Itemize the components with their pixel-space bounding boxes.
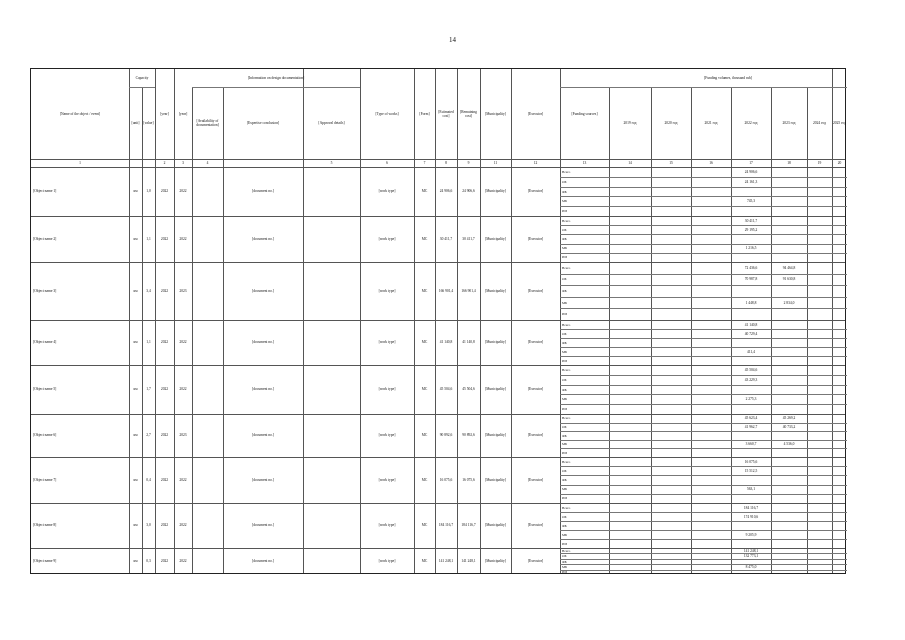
start-year: 2022 [160, 433, 169, 438]
end-year: 2022 [179, 340, 187, 345]
column-number: 7 [423, 160, 426, 165]
end-year: 2022 [179, 387, 187, 392]
capacity-unit: км [133, 523, 138, 528]
source-label: МБ [562, 487, 567, 491]
source-divider [560, 285, 847, 286]
estimated-cost: 30 411,7 [439, 236, 453, 241]
source-label: ФБ [562, 434, 567, 438]
source-divider [560, 440, 847, 441]
funding-value: 16 075,6 [744, 460, 758, 464]
start-year: 2022 [160, 340, 169, 345]
source-label: ОБ [562, 378, 567, 382]
source-label: ОБ [562, 332, 567, 336]
expertise-doc: [document no.] [252, 340, 274, 345]
end-year: 2022 [179, 559, 187, 564]
source-divider [560, 297, 847, 298]
municipality: [Municipality] [485, 189, 506, 194]
funding-value: 8 475,0 [745, 565, 757, 569]
column-number: 13 [582, 160, 587, 165]
executor: [Executor] [527, 236, 544, 241]
column-number: 12 [533, 160, 538, 165]
municipality: [Municipality] [485, 559, 506, 564]
source-divider [560, 196, 847, 197]
source-label: Всего [562, 549, 571, 553]
funding-value: 1 216,5 [745, 246, 757, 250]
header-municipality: [Municipality] [485, 111, 506, 116]
funding-value: 40 729,4 [744, 332, 758, 336]
funding-value: 41 140,8 [744, 323, 758, 327]
source-divider [560, 385, 847, 386]
end-year: 2023 [179, 288, 187, 293]
source-divider [560, 431, 847, 432]
column-number: 8 [445, 160, 447, 165]
work-type: [work type] [378, 387, 396, 392]
expertise-doc: [document no.] [252, 477, 274, 482]
source-label: ИИ [562, 496, 567, 500]
expertise-doc: [document no.] [252, 523, 274, 528]
column-number: 15 [669, 160, 673, 165]
capacity-unit: км [133, 433, 138, 438]
municipality: [Municipality] [485, 387, 506, 392]
funding-value: 30 411,7 [744, 219, 758, 223]
header-approval: [Approval details] [318, 120, 345, 125]
capacity-unit: км [133, 477, 138, 482]
source-label: МБ [562, 246, 567, 250]
capacity-value: 3,0 [146, 523, 151, 528]
municipality: [Municipality] [485, 236, 506, 241]
funding-value: 184 116,7 [743, 506, 759, 510]
source-divider [560, 521, 847, 522]
source-label: МБ [562, 442, 567, 446]
header-expertise: [Expertise conclusion] [246, 120, 280, 125]
ownership-form: МС [421, 236, 428, 241]
remaining-cost: 141 248,1 [461, 559, 476, 564]
header-remaining-cost: [Remaining cost] [460, 109, 477, 118]
funding-value: 72 436,6 [744, 266, 758, 270]
remaining-cost: 45 504,6 [462, 387, 475, 392]
capacity-value: 3,4 [146, 288, 151, 293]
source-label: ОБ [562, 228, 567, 232]
header-info-group: [Information on design documentation] [247, 75, 305, 80]
source-label: ИИ [562, 359, 567, 363]
funding-value: 9 205,9 [745, 533, 757, 537]
source-divider [560, 475, 847, 476]
funding-value: 563,1 [746, 487, 756, 491]
source-label: ОБ [562, 515, 567, 519]
work-type: [work type] [378, 559, 396, 564]
start-year: 2022 [160, 189, 169, 194]
source-divider [560, 244, 847, 245]
column-number: 17 [749, 160, 753, 165]
end-year: 2022 [179, 477, 187, 482]
funding-value: 132 773,1 [743, 554, 759, 558]
source-label: ФБ [562, 341, 567, 345]
source-label: Всего [562, 368, 571, 372]
estimated-cost: 24 906,6 [439, 189, 453, 194]
header-year-4: 2023 год [782, 120, 796, 125]
funding-value: 2 834,0 [783, 301, 795, 305]
header-object-name: [Name of the object / event] [59, 111, 101, 116]
source-divider [560, 485, 847, 486]
capacity-value: 1,7 [146, 387, 151, 392]
column-number: 4 [206, 160, 209, 165]
funding-table [30, 68, 846, 574]
ownership-form: МС [421, 340, 428, 345]
header-value: [value] [143, 120, 154, 125]
funding-value: 3 660,7 [745, 442, 757, 446]
start-year: 2022 [160, 477, 169, 482]
source-divider [560, 570, 847, 571]
source-divider [560, 559, 847, 560]
header-form: [Form] [419, 111, 430, 116]
end-year: 2022 [179, 236, 187, 241]
column-number [142, 159, 155, 167]
work-type: [work type] [378, 433, 396, 438]
header-unit: [unit] [131, 120, 140, 125]
funding-value: 2 275,3 [745, 397, 757, 401]
expertise-doc: [document no.] [252, 236, 274, 241]
funding-value: 40 733,2 [782, 425, 796, 429]
header-estimated-cost: [Estimated cost] [438, 109, 454, 118]
executor: [Executor] [527, 340, 544, 345]
ownership-form: МС [421, 189, 428, 194]
source-divider [560, 494, 847, 495]
funding-value: 1 448,8 [745, 301, 757, 305]
municipality: [Municipality] [485, 433, 506, 438]
start-year: 2022 [160, 236, 169, 241]
header-year-3: 2022 год [744, 120, 758, 125]
remaining-cost: 24 906,6 [462, 189, 475, 194]
source-label: ФБ [562, 388, 567, 392]
column-number: 3 [182, 160, 184, 165]
source-label: ИИ [562, 570, 567, 574]
source-divider [560, 404, 847, 405]
end-year: 2023 [179, 433, 187, 438]
ownership-form: МС [421, 477, 428, 482]
column-number: 16 [709, 160, 713, 165]
executor: [Executor] [527, 523, 544, 528]
column-number [223, 159, 303, 167]
column-number [129, 159, 142, 167]
ownership-form: МС [421, 523, 428, 528]
header-year-5: 2024 год [813, 120, 826, 125]
object-name: [Object name 3] [33, 288, 57, 293]
source-label: Всего [562, 266, 571, 270]
estimated-cost: 141 248,1 [438, 559, 454, 564]
source-label: ОБ [562, 277, 567, 281]
source-label: МБ [562, 350, 567, 354]
column-number: 2 [163, 160, 166, 165]
ownership-form: МС [421, 387, 428, 392]
start-year: 2022 [160, 387, 169, 392]
source-label: МБ [562, 199, 567, 203]
funding-value: 15 512,5 [744, 469, 758, 473]
column-number: 9 [467, 160, 470, 165]
capacity-value: 2,7 [146, 433, 151, 438]
source-divider [560, 347, 847, 348]
header-year-0: 2019 год [623, 120, 637, 125]
funding-value: 45 269,2 [782, 416, 796, 420]
object-name: [Object name 6] [33, 433, 57, 438]
source-label: МБ [562, 565, 567, 569]
source-divider [560, 530, 847, 531]
capacity-unit: км [133, 236, 138, 241]
source-divider [560, 253, 847, 254]
object-name: [Object name 9] [33, 559, 57, 564]
expertise-doc: [document no.] [252, 559, 274, 564]
source-label: ОБ [562, 425, 567, 429]
source-label: Всего [562, 460, 571, 464]
funding-value: 24 161,3 [744, 180, 758, 184]
source-divider [560, 553, 847, 554]
funding-value: 24 906,6 [744, 170, 758, 174]
source-divider [560, 308, 847, 309]
source-label: Всего [562, 219, 571, 223]
column-number: 19 [817, 160, 822, 165]
page-number: 14 [449, 36, 456, 44]
capacity-unit: км [133, 340, 138, 345]
funding-value: 45 623,4 [744, 416, 758, 420]
object-name: [Object name 2] [33, 236, 57, 241]
source-label: ИИ [562, 542, 567, 546]
capacity-unit: км [133, 559, 138, 564]
work-type: [work type] [378, 189, 396, 194]
column-number: 1 [79, 160, 81, 165]
source-divider [560, 274, 847, 275]
remaining-cost: 30 411,7 [462, 236, 475, 241]
source-label: ИИ [562, 209, 567, 213]
capacity-unit: км [133, 189, 138, 194]
header-doc-availability: [Availability of documentation] [196, 118, 219, 127]
work-type: [work type] [378, 288, 396, 293]
funding-value: 141 248,1 [743, 549, 759, 553]
source-divider [560, 225, 847, 226]
capacity-value: 1,1 [146, 340, 151, 345]
estimated-cost: 166 901,4 [438, 288, 454, 293]
object-name: [Object name 7] [33, 477, 57, 482]
header-year-1: 2020 год [664, 120, 678, 125]
ownership-form: МС [421, 559, 428, 564]
funding-value: 43 229,3 [744, 378, 758, 382]
source-label: МБ [562, 533, 567, 537]
executor: [Executor] [527, 288, 544, 293]
source-label: ФБ [562, 524, 567, 528]
header-executor: [Executor] [527, 111, 544, 116]
source-divider [560, 177, 847, 178]
capacity-value: 1,1 [146, 236, 151, 241]
capacity-value: 1,0 [146, 189, 151, 194]
executor: [Executor] [527, 477, 544, 482]
estimated-cost: 41 140,8 [439, 340, 453, 345]
source-label: ОБ [562, 469, 567, 473]
source-label: Всего [562, 323, 571, 327]
capacity-unit: км [133, 288, 138, 293]
source-label: ФБ [562, 560, 567, 564]
executor: [Executor] [527, 559, 544, 564]
municipality: [Municipality] [485, 523, 506, 528]
capacity-unit: км [133, 387, 138, 392]
source-label: ФБ [562, 190, 567, 194]
header-sources: [Funding sources] [571, 111, 598, 116]
source-divider [560, 206, 847, 207]
source-divider [560, 564, 847, 565]
remaining-cost: 184 116,7 [461, 523, 476, 528]
estimated-cost: 16 075,6 [439, 477, 453, 482]
column-number: 20 [837, 160, 842, 165]
executor: [Executor] [527, 387, 544, 392]
source-divider [560, 375, 847, 376]
expertise-doc: [document no.] [252, 189, 274, 194]
estimated-cost: 45 504,6 [439, 387, 453, 392]
source-label: ИИ [562, 451, 567, 455]
start-year: 2022 [160, 559, 169, 564]
municipality: [Municipality] [485, 288, 506, 293]
remaining-cost: 41 140,8 [462, 340, 475, 345]
estimated-cost: 184 116,7 [438, 523, 454, 528]
end-year: 2022 [179, 189, 187, 194]
funding-value: 91 630,8 [782, 277, 796, 281]
header-year-end: [year] [178, 111, 188, 116]
remaining-cost: 166 901,4 [461, 288, 476, 293]
funding-value: 41 962,7 [744, 425, 758, 429]
source-divider [560, 356, 847, 357]
source-label: МБ [562, 397, 567, 401]
source-divider [560, 338, 847, 339]
source-divider [560, 423, 847, 424]
source-divider [560, 394, 847, 395]
header-year-2: 2021 год [704, 120, 718, 125]
source-divider [560, 329, 847, 330]
work-type: [work type] [378, 477, 396, 482]
funding-value: 70 987,8 [744, 277, 758, 281]
municipality: [Municipality] [485, 340, 506, 345]
source-divider [560, 539, 847, 540]
executor: [Executor] [527, 433, 544, 438]
source-label: ФБ [562, 478, 567, 482]
column-number: 11 [493, 160, 498, 165]
source-label: ИИ [562, 407, 567, 411]
source-label: Всего [562, 506, 571, 510]
source-label: МБ [562, 301, 567, 305]
source-label: Всего [562, 170, 571, 174]
source-divider [560, 187, 847, 188]
column-number: 5 [330, 160, 333, 165]
start-year: 2022 [160, 523, 169, 528]
remaining-cost: 90 892,6 [462, 433, 475, 438]
header-capacity: Capacity [135, 75, 149, 80]
object-name: [Object name 4] [33, 340, 57, 345]
funding-value: 411,4 [747, 350, 755, 354]
capacity-value: 0,3 [146, 559, 151, 564]
expertise-doc: [document no.] [252, 433, 274, 438]
expertise-doc: [document no.] [252, 288, 274, 293]
header-year-start: [year] [160, 111, 169, 116]
column-number: 6 [386, 160, 388, 165]
municipality: [Municipality] [485, 477, 506, 482]
expertise-doc: [document no.] [252, 387, 274, 392]
source-label: ФБ [562, 289, 567, 293]
source-divider [560, 466, 847, 467]
column-number: 14 [628, 160, 632, 165]
object-name: [Object name 8] [33, 523, 57, 528]
capacity-value: 0,4 [146, 477, 151, 482]
source-label: ФБ [562, 237, 567, 241]
source-divider [560, 234, 847, 235]
header-year-6: 2025 год [833, 120, 846, 125]
source-label: ИИ [562, 312, 567, 316]
column-number: 18 [787, 160, 791, 165]
executor: [Executor] [527, 189, 544, 194]
funding-value: 745,3 [746, 199, 756, 203]
funding-value: 174 910,6 [743, 515, 759, 519]
work-type: [work type] [378, 340, 396, 345]
end-year: 2022 [179, 523, 187, 528]
funding-value: 45 504,6 [744, 368, 758, 372]
ownership-form: МС [421, 433, 428, 438]
work-type: [work type] [378, 236, 396, 241]
source-label: ОБ [562, 180, 567, 184]
estimated-cost: 90 892,6 [439, 433, 453, 438]
work-type: [work type] [378, 523, 396, 528]
source-label: ИИ [562, 255, 567, 259]
source-label: ОБ [562, 554, 567, 558]
funding-value: 94 464,8 [782, 266, 796, 270]
remaining-cost: 16 075,6 [462, 477, 475, 482]
funding-value: 4 536,0 [783, 442, 795, 446]
source-divider [560, 512, 847, 513]
header-work-type: [Type of works] [375, 111, 399, 116]
ownership-form: МС [421, 288, 428, 293]
header-funding-volumes: [Funding volumes, thousand rub] [704, 75, 752, 80]
source-label: Всего [562, 416, 571, 420]
start-year: 2022 [160, 288, 169, 293]
source-divider [560, 448, 847, 449]
object-name: [Object name 1] [33, 189, 57, 194]
funding-value: 29 195,2 [744, 228, 758, 232]
object-name: [Object name 5] [33, 387, 57, 392]
